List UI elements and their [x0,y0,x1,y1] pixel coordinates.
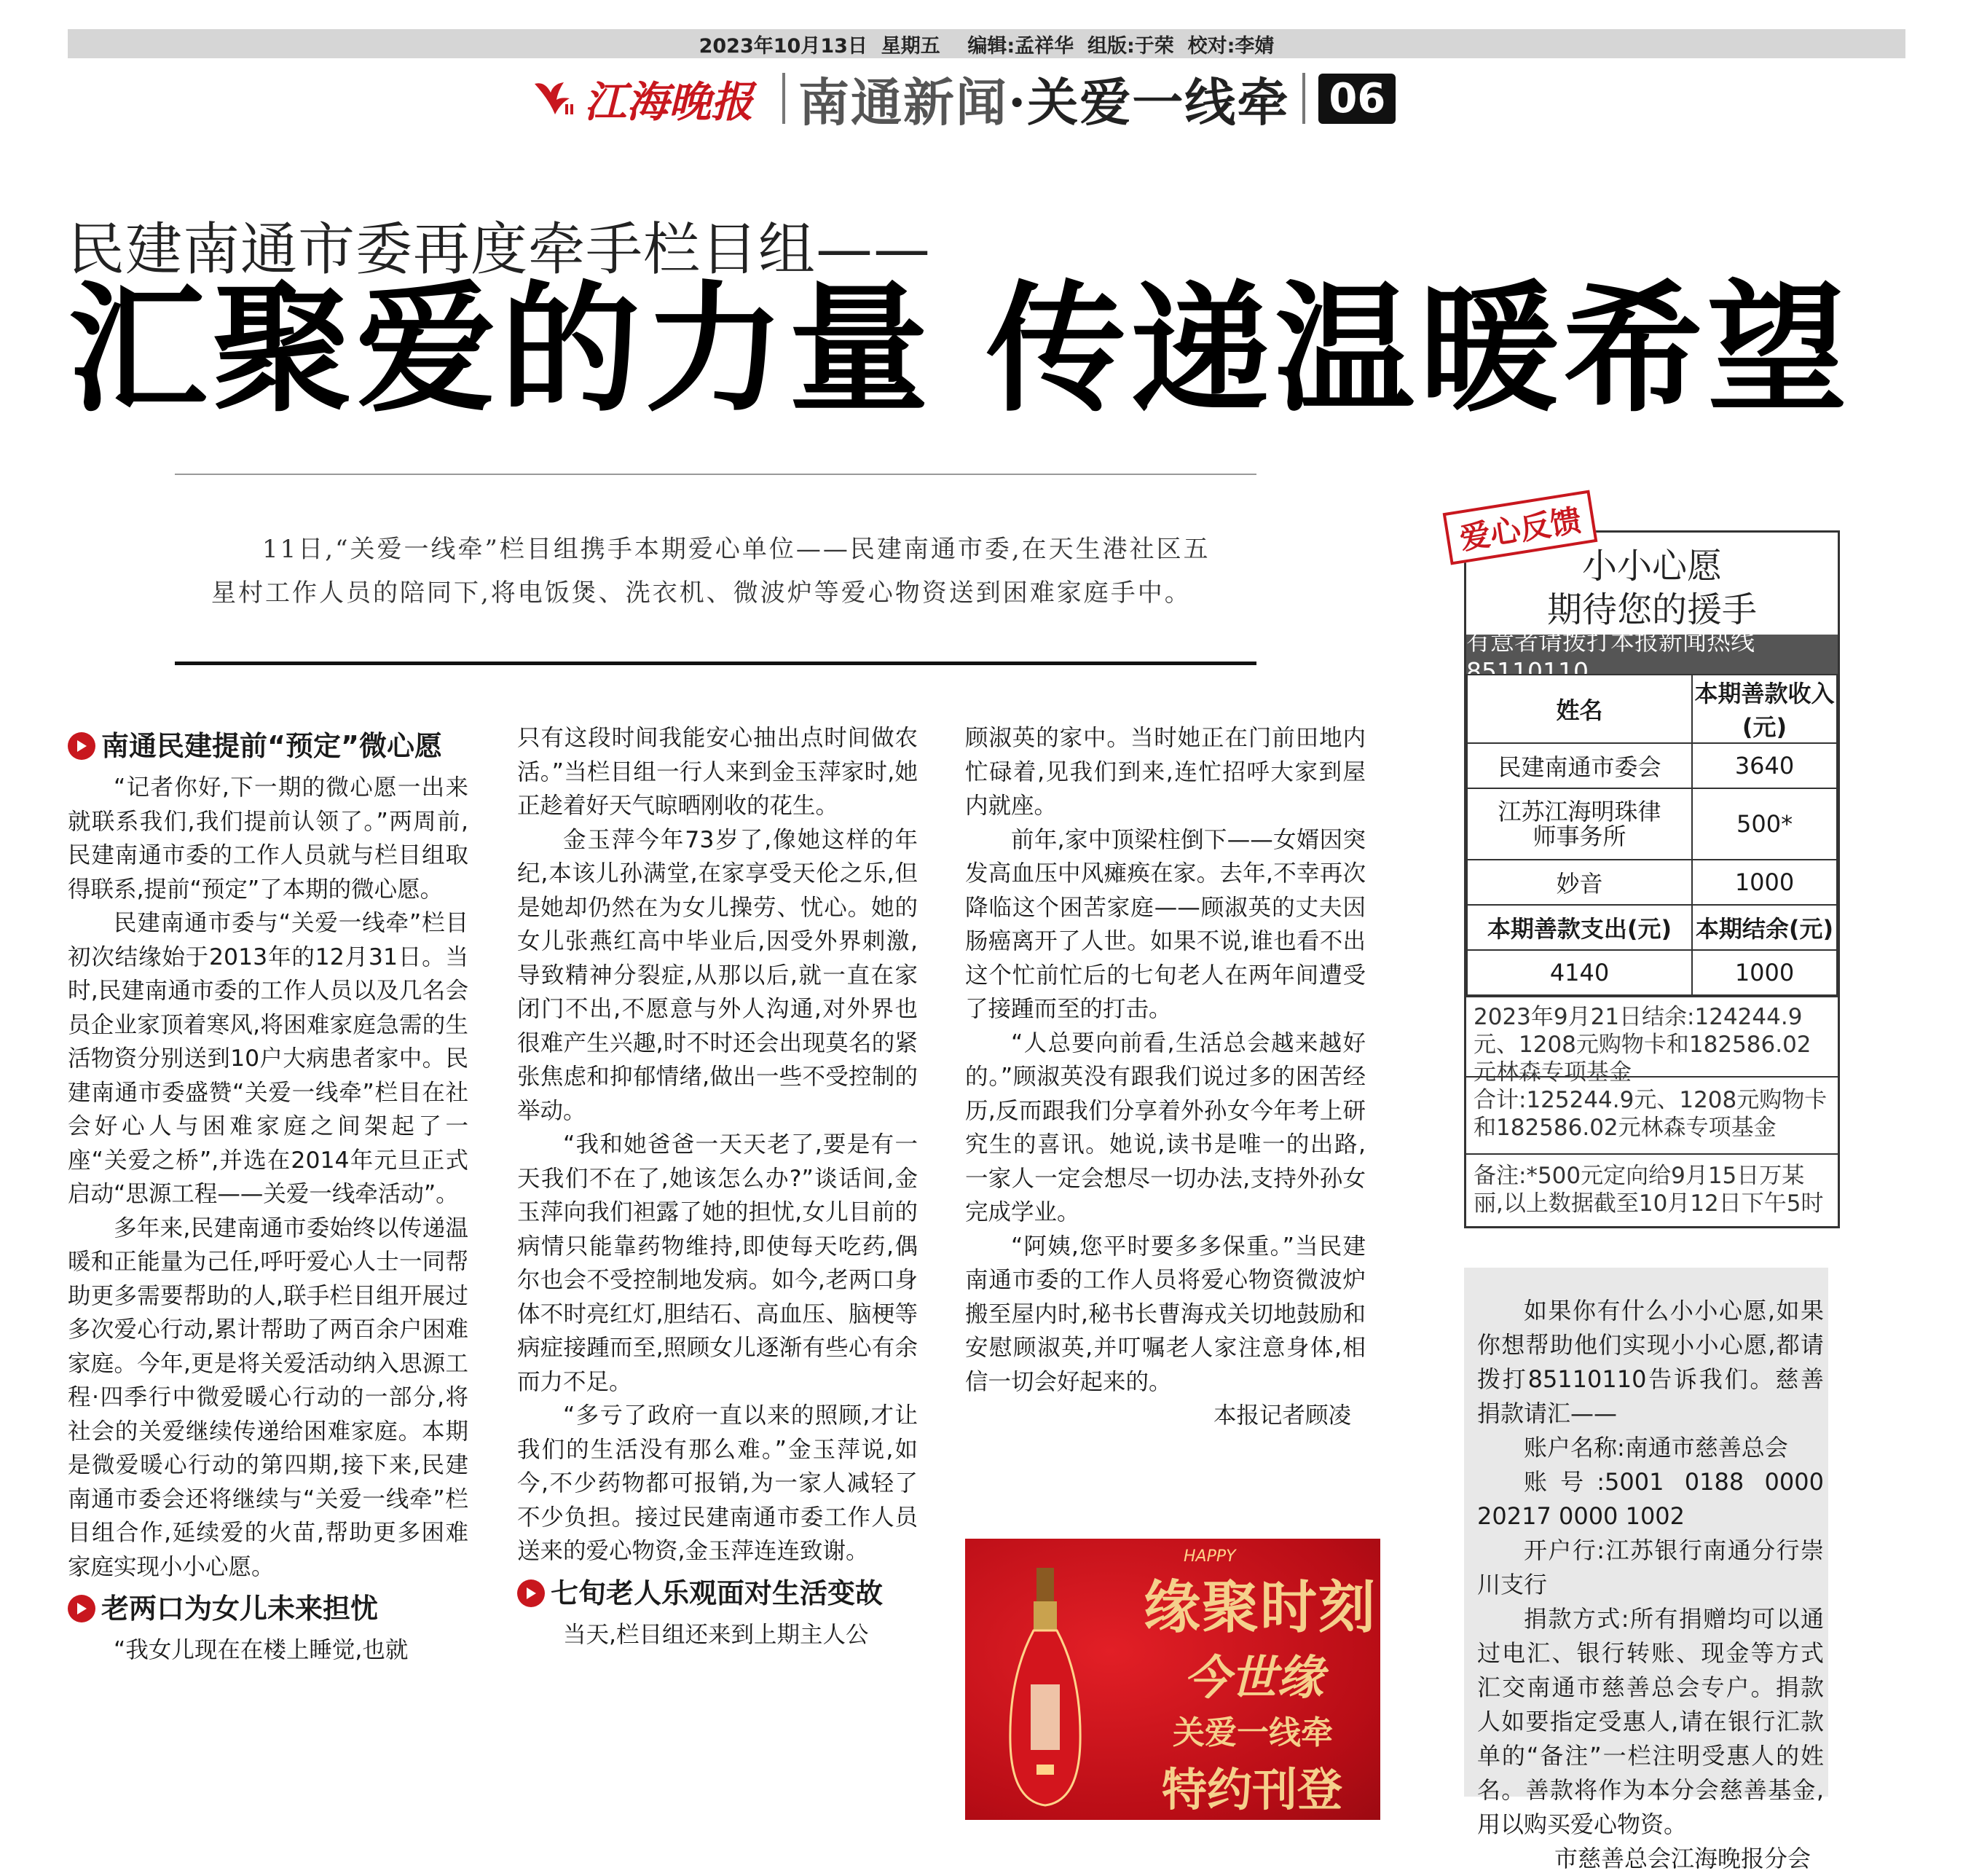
donor-amount: 3640 [1692,743,1837,788]
subheading: 南通民建提前“预定”微心愿 [68,729,468,764]
article-kicker: 民建南通市委再度牵手栏目组—— [68,217,932,283]
layout-credit: 组版:于荣 [1087,34,1174,58]
paragraph: 金玉萍今年73岁了,像她这样的年纪,本该儿孙满堂,在家享受天伦之乐,但是她却仍然在为女儿操劳、忧心。她的女儿张燕红高中毕业后,因受外界刺激,导致精神分裂症,从那以后,就一直在家闭门不出,不愿意与外人沟通,对外界也很难产生兴趣,时不时还会出现莫名的紧张焦虑和抑郁情绪,做出一些不受控制的举动。 [517,826,918,1124]
paragraph: 民建南通市委与“关爱一线牵”栏目初次结缘始于2013年的12月31日。当时,民建南通市委的工作人员以及几名会员企业家顶着寒风,将困难家庭急需的生活物资分别送到10户大病患者家中。民建南通市委盛赞“关爱一线牵”栏目在社会好心人与困难家庭之间架起了一座“关爱之桥”,并选在2014年元旦正式启动“思源工程——关爱一线牵活动”。 [68,910,468,1207]
article-column-1 [68,721,468,1668]
paragraph: “人总要向前看,生活总会越来越好的。”顾淑英没有跟我们说过多的困苦经历,反而跟我们分享着外孙女今年考上研究生的喜讯。她说,读书是唯一的出路,一家人一定会想尽一切办法,支持外孙女完成学业。 [965,1029,1366,1225]
previous-balance-note: 2023年9月21日结余:124244.9元、1208元购物卡和182586.02元林森专项基金 [1466,996,1838,1072]
account-name: 账户名称:南通市慈善总会 [1524,1434,1788,1461]
play-arrow-icon [68,732,95,760]
byline: 本报记者顾凌 [1213,1402,1351,1429]
page-number: 06 [1318,74,1396,124]
masthead-divider-2 [1302,73,1305,124]
ad-sponsor-text: 特约刊登 [1162,1763,1343,1816]
table-header: 姓名 [1467,675,1692,743]
article-headline: 汇聚爱的力量 传递温暖希望 [68,269,1852,431]
ad-brand: 今世缘 [1184,1651,1323,1706]
issue-date: 2023年10月13日 [699,34,868,58]
logo-text: 江海晚报 [584,77,754,127]
play-arrow-icon [68,1595,95,1622]
masthead-divider [782,73,785,124]
donor-amount: 1000 [1692,860,1837,905]
paragraph: 多年来,民建南通市委始终以传递温暖和正能量为己任,呼吁爱心人士一同帮助更多需要帮助的人,联手栏目组开展过多次爱心行动,累计帮助了两百余户困难家庭。今年,更是将关爱活动纳入思源工程·四季行中微爱暖心行动的一部分,将社会的关爱继续传递给困难家庭。本期是微爱暖心行动的第四期,接下来,民建南通市委会还将继续与“关爱一线牵”栏目组合作,延续爱的火苗,帮助更多困难家庭实现小小心愿。 [68,1214,468,1580]
top-info-bar [68,29,1905,58]
donor-name: 妙音 [1467,860,1692,905]
proof-credit: 校对:李婧 [1187,34,1275,58]
expense-value: 4140 [1467,950,1692,995]
ad-happy-text: HAPPY [1184,1547,1236,1566]
table-header: 本期善款支出(元) [1467,905,1692,950]
donation-info-box [1464,1268,1828,1872]
remark-note: 备注:*500元定向给9月15日万某丽,以上数据截至10月12日下午5时 [1466,1153,1838,1226]
table-row [1467,950,1837,995]
total-note: 合计:125244.9元、1208元购物卡和182586.02元林森专项基金 [1466,1076,1838,1152]
lead-rule-bottom [175,662,1256,665]
section-title [798,62,1289,136]
column-name: ·关爱一线牵 [1008,71,1290,133]
donor-name: 江苏江海明珠律师事务所 [1467,788,1692,860]
paragraph: 顾淑英的家中。当时她正在门前田地内忙碌着,见我们到来,连忙招呼大家到屋内就座。 [965,725,1366,819]
paragraph: “我和她爸爸一天天老了,要是有一天我们不在了,她该怎么办?”谈话间,金玉萍向我们袒露了她的担忧,女儿目前的病情只能靠药物维持,即使每天吃药,偶尔也会不受控制地发病。如今,老两口身体不时亮红灯,胆结石、高血压、脑梗等病症接踵而至,照顾女儿逐渐有些心有余而力不足。 [517,1131,918,1395]
issue-weekday: 星期五 [881,34,940,58]
donation-table [1466,674,1838,996]
info-paragraph: 如果你有什么小小心愿,如果你想帮助他们实现小小心愿,都请拨打85110110告诉我们。慈善捐款请汇—— [1477,1297,1824,1427]
balance-value: 1000 [1692,950,1837,995]
paragraph: 只有这段时间我能安心抽出点时间做农活。”当栏目组一行人来到金玉萍家时,她正趁着好天气晾晒刚收的花生。 [517,725,918,819]
lead-rule-top [175,474,1256,475]
masthead [532,66,1396,131]
ad-slogan: 缘聚时刻 [1144,1574,1377,1641]
newspaper-logo [532,68,769,129]
table-header: 本期结余(元) [1692,905,1837,950]
subheading: 老两口为女儿未来担忧 [68,1591,468,1626]
paragraph: 当天,栏目组还来到上期主人公 [563,1621,869,1648]
table-row [1467,788,1837,860]
liquor-bottle-image [1002,1568,1089,1808]
table-row [1467,743,1837,788]
article-lead: 11日,“关爱一线牵”栏目组携手本期爱心单位——民建南通市委,在天生港社区五星村工作人员的陪同下,将电饭煲、洗衣机、微波炉等爱心物资送到困难家庭手中。 [211,535,1211,608]
play-arrow-icon [517,1579,545,1607]
paragraph: “我女儿现在在楼上睡觉,也就 [114,1637,409,1663]
info-signature: 市慈善总会江海晚报分会 [1554,1845,1811,1872]
paragraph: 前年,家中顶梁柱倒下——女婿因突发高血压中风瘫痪在家。去年,不幸再次降临这个困苦家庭——顾淑英的丈夫因肠癌离开了人世。如果不说,谁也看不出这个忙前忙后的七旬老人在两年间遭受了接踵而至的打击。 [965,826,1366,1022]
paragraph: “阿姨,您平时要多多保重。”当民建南通市委的工作人员将爱心物资微波炉搬至屋内时,秘书长曹海戎关切地鼓励和安慰顾淑英,并叮嘱老人家注意身体,相信一切会好起来的。 [965,1233,1366,1395]
article-column-3 [965,721,1366,1433]
paragraph: “多亏了政府一直以来的照顾,才让我们的生活没有那么难。”金玉萍说,如今,不少药物都可报销,为一家人减轻了不少负担。接过民建南通市委工作人员送来的爱心物资,金玉萍连连致谢。 [517,1402,918,1564]
section-name: 南通新闻 [798,71,1009,133]
bank-name: 开户行:江苏银行南通分行崇川支行 [1477,1536,1824,1598]
donor-amount: 500* [1692,788,1837,860]
sponsor-ad [965,1539,1380,1820]
article-column-2 [517,721,918,1652]
paragraph: “记者你好,下一期的微心愿一出来就联系我们,我们提前认领了。”两周前,民建南通市委的工作人员就与栏目组取得联系,提前“预定”了本期的微心愿。 [68,774,468,903]
table-row [1467,860,1837,905]
logo-bird-icon [532,78,578,119]
table-header: 本期善款收入(元) [1692,675,1837,743]
editor-credit: 编辑:孟祥华 [967,34,1074,58]
donation-method: 捐款方式:所有捐赠均可以通过电汇、银行转账、现金等方式汇交南通市慈善总会专户。捐款人如要指定受惠人,请在银行汇款单的“备注”一栏注明受惠人的姓名。善款将作为本分会慈善基金,用以购买爱心物资。 [1477,1605,1824,1838]
donation-feedback-box [1464,530,1840,1228]
ad-column-name: 关爱一线牵 [1173,1714,1333,1751]
account-number: 账号:5001 0188 0000 20217 0000 1002 [1477,1468,1824,1530]
donor-name: 民建南通市委会 [1467,743,1692,788]
box-title: 小小心愿 期待您的援手 [1546,546,1757,630]
feedback-stamp: 爱心反馈 [1443,490,1598,565]
hotline-banner: 有意者请拨打本报新闻热线85110110 [1466,635,1838,674]
subheading: 七旬老人乐观面对生活变故 [517,1576,918,1611]
